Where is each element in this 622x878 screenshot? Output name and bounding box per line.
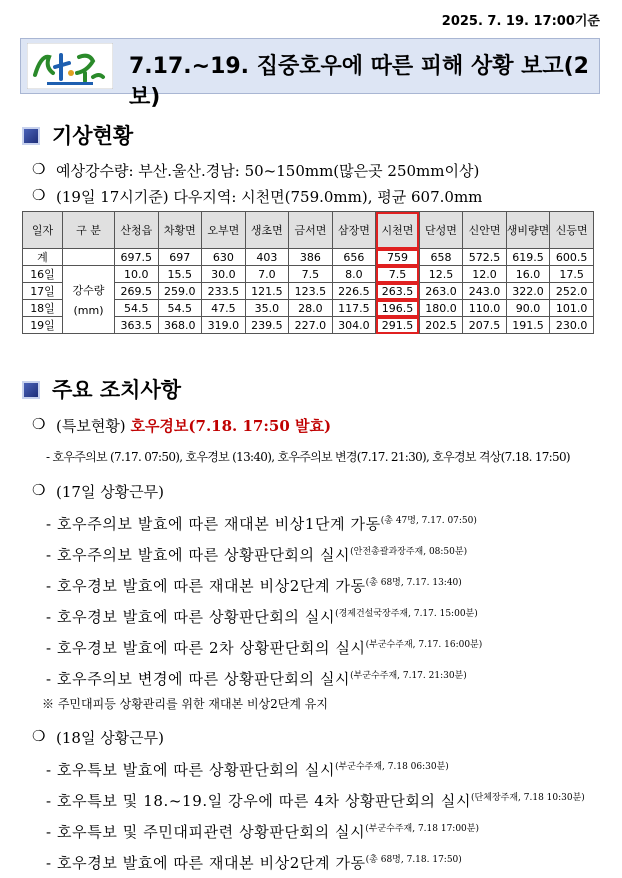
table-cell: 12.5 — [419, 266, 463, 283]
table-cell: 368.0 — [158, 317, 202, 334]
action-item: - 호우주의보 발효에 따른 상황판단회의 실시$^{(안전총괄과장주재, 08:50분)}$ — [46, 546, 468, 564]
action-text: 호우경보 발효에 따른 2차 상황판단회의 실시 — [57, 639, 366, 657]
alert-history-text: 호우주의보 (7.17. 07:50), 호우경보 (13:40), 호우주의보 변경(7.17. 21:30), 호우경보 격상(7.18. 17:50) — [52, 450, 570, 464]
action-detail: (안전총괄과장주재, 08:50분) — [350, 547, 468, 557]
action-item: - 호우특보 발효에 따른 상황판단회의 실시$^{(부군수주재, 7.18 06:30분)}$ — [46, 761, 449, 779]
hollow-circle-icon: ❍ — [32, 160, 46, 178]
table-cell: 17.5 — [550, 266, 594, 283]
table-cell: 259.0 — [158, 283, 202, 300]
table-cell: 572.5 — [463, 249, 507, 266]
note-text: 주민대피등 상황관리를 위한 재대본 비상2단계 유지 — [57, 697, 328, 711]
action-detail: (부군수주재, 7.17. 21:30분) — [350, 671, 467, 681]
table-cell: 226.5 — [332, 283, 376, 300]
table-cell: 630 — [202, 249, 246, 266]
table-cell: 12.0 — [463, 266, 507, 283]
action-detail: (총 47명, 7.17. 07:50) — [380, 516, 477, 526]
max-rain-line: (19일 17시기준) 다우지역: 시천면(759.0mm), 평균 607.0mm — [56, 188, 483, 206]
action-text: 호우특보 및 주민대피관련 상황판단회의 실시 — [57, 823, 366, 841]
alert-status-head: (특보현황) — [56, 417, 126, 435]
action-item: - 호우경보 발효에 따른 재대본 비상2단계 가동$^{(총 68명, 7.17. 13:40)}$ — [46, 577, 462, 595]
table-total-row — [23, 249, 594, 266]
day-cell: 18일 — [23, 300, 63, 317]
action-item: - 호우경보 발효에 따른 2차 상황판단회의 실시$^{(부군수주재, 7.17. 16:00분)}$ — [46, 639, 483, 657]
day-cell: 16일 — [23, 266, 63, 283]
hollow-circle-icon: ❍ — [32, 727, 46, 745]
table-cell: 263.0 — [419, 283, 463, 300]
table-cell: 291.5 — [376, 317, 420, 334]
title-bar — [20, 38, 600, 110]
action-item: - 호우경보 발효에 따른 상황판단회의 실시$^{(경제건설국장주재, 7.17. 15:00분)}$ — [46, 608, 478, 626]
table-cell: 230.0 — [550, 317, 594, 334]
table-cell: 196.5 — [376, 300, 420, 317]
table-cell: 304.0 — [332, 317, 376, 334]
action-detail: (경제건설국장주재, 7.17. 15:00분) — [335, 609, 478, 619]
unit-label: (mm) — [73, 304, 104, 317]
table-cell: 10.0 — [115, 266, 159, 283]
hollow-circle-icon: ❍ — [32, 415, 46, 433]
table-cell: 47.5 — [202, 300, 246, 317]
report-title: 7.17.~19. 집중호우에 따른 피해 상황 보고(2보) — [129, 54, 589, 110]
table-header-cell: 오부면 — [202, 212, 246, 249]
table-cell: 207.5 — [463, 317, 507, 334]
day-cell: 19일 — [23, 317, 63, 334]
section-title: 기상현황 — [52, 124, 134, 148]
action-text: 호우경보 발효에 따른 재대본 비상2단계 가동 — [57, 577, 366, 595]
action-item: - 호우주의보 발효에 따른 재대본 비상1단계 가동$^{(총 47명, 7.17. 07:50)}$ — [46, 515, 477, 533]
table-cell: 15.5 — [158, 266, 202, 283]
table-cell: 90.0 — [506, 300, 550, 317]
action-text: 호우특보 발효에 따른 상황판단회의 실시 — [57, 761, 336, 779]
table-header-cell: 산청읍 — [115, 212, 159, 249]
forecast-line: 예상강수량: 부산.울산.경남: 50~150mm(많은곳 250mm이상) — [56, 162, 480, 180]
section-title: 주요 조치사항 — [52, 378, 182, 402]
action-text: 호우주의보 변경에 따른 상황판단회의 실시 — [57, 670, 351, 688]
table-cell: 658 — [419, 249, 463, 266]
report-date: 2025. 7. 19. 17:00기준 — [441, 14, 600, 29]
table-header-cell: 삼장면 — [332, 212, 376, 249]
table-cell: 123.5 — [289, 283, 333, 300]
table-cell: 239.5 — [245, 317, 289, 334]
county-logo — [27, 43, 113, 89]
action-detail: (부군수주재, 7.17. 16:00분) — [365, 640, 483, 650]
action-text: 호우경보 발효에 따른 재대본 비상2단계 가동 — [57, 854, 366, 872]
table-cell: 191.5 — [506, 317, 550, 334]
table-cell: 7.5 — [376, 266, 420, 283]
action-item: - 호우특보 및 주민대피관련 상황판단회의 실시$^{(부군수주재, 7.18 17:00분)}$ — [46, 823, 479, 841]
alert-history: - 호우주의보 (7.17. 07:50), 호우경보 (13:40), 호우주의보 변경(7.17. 21:30), 호우경보 격상(7.18. 17:50) — [46, 450, 570, 464]
table-cell: 697.5 — [115, 249, 159, 266]
table-cell: 7.0 — [245, 266, 289, 283]
table-cell: 243.0 — [463, 283, 507, 300]
table-cell: 233.5 — [202, 283, 246, 300]
table-cell: 7.5 — [289, 266, 333, 283]
action-text: 호우주의보 발효에 따른 재대본 비상1단계 가동 — [57, 515, 381, 533]
rainfall-table — [22, 211, 594, 334]
table-cell: 16.0 — [506, 266, 550, 283]
action-text: 호우경보 발효에 따른 상황판단회의 실시 — [57, 608, 336, 626]
action-detail: (부군수주재, 7.18 17:00분) — [365, 824, 479, 834]
note-line: ※ 주민대피등 상황관리를 위한 재대본 비상2단계 유지 — [42, 697, 328, 711]
table-cell: 269.5 — [115, 283, 159, 300]
table-header-cell: 일자 — [23, 212, 63, 249]
section-square-icon — [22, 381, 40, 399]
table-cell: 110.0 — [463, 300, 507, 317]
table-cell: 35.0 — [245, 300, 289, 317]
table-header-cell: 생비량면 — [506, 212, 550, 249]
table-cell: 619.5 — [506, 249, 550, 266]
alert-status-current: 호우경보(7.18. 17:50 발효) — [130, 417, 332, 435]
action-detail: (총 68명, 7.18. 17:50) — [365, 855, 462, 865]
table-header-cell: 단성면 — [419, 212, 463, 249]
table-cell: 252.0 — [550, 283, 594, 300]
table-cell: 403 — [245, 249, 289, 266]
table-cell: 697 — [158, 249, 202, 266]
table-cell: 117.5 — [332, 300, 376, 317]
day-cell: 17일 — [23, 283, 63, 300]
action-item: - 호우경보 발효에 따른 재대본 비상2단계 가동$^{(총 68명, 7.18. 17:50)}$ — [46, 854, 462, 872]
alert-status — [56, 415, 331, 436]
table-cell: 180.0 — [419, 300, 463, 317]
total-label: 계 — [23, 249, 63, 266]
table-cell: 322.0 — [506, 283, 550, 300]
section-square-icon — [22, 127, 40, 145]
action-detail: (부군수주재, 7.18 06:30분) — [335, 762, 449, 772]
table-cell: 656 — [332, 249, 376, 266]
table-cell: 8.0 — [332, 266, 376, 283]
hollow-circle-icon: ❍ — [32, 186, 46, 204]
action-item: - 호우주의보 변경에 따른 상황판단회의 실시$^{(부군수주재, 7.17. 21:30분)}$ — [46, 670, 467, 688]
table-cell: 30.0 — [202, 266, 246, 283]
table-header-cell: 신등면 — [550, 212, 594, 249]
action-detail: (총 68명, 7.17. 13:40) — [365, 578, 462, 588]
table-cell: 101.0 — [550, 300, 594, 317]
action-item: - 호우특보 및 18.~19.일 강우에 따른 4차 상황판단회의 실시$^{(단체장주재, 7.18 10:30분)}$ — [46, 792, 585, 810]
group-18-head: (18일 상황근무) — [56, 729, 165, 747]
action-text: 호우특보 및 18.~19.일 강우에 따른 4차 상황판단회의 실시 — [57, 792, 472, 810]
table-header-cell: 신안면 — [463, 212, 507, 249]
table-cell: 202.5 — [419, 317, 463, 334]
table-cell: 386 — [289, 249, 333, 266]
table-header-row — [23, 212, 594, 249]
table-header-cell: 금서면 — [289, 212, 333, 249]
hollow-circle-icon: ❍ — [32, 481, 46, 499]
category-label: 강수량 — [72, 284, 105, 297]
table-cell: 54.5 — [115, 300, 159, 317]
table-row — [23, 266, 594, 283]
table-cell: 227.0 — [289, 317, 333, 334]
table-cell: 363.5 — [115, 317, 159, 334]
category-cell — [63, 266, 115, 334]
table-header-cell: 생초면 — [245, 212, 289, 249]
table-cell: 28.0 — [289, 300, 333, 317]
empty-cell — [63, 249, 115, 266]
table-cell: 759 — [376, 249, 420, 266]
table-header-cell: 시천면 — [376, 212, 420, 249]
table-header-cell: 구 분 — [63, 212, 115, 249]
action-detail: (단체장주재, 7.18 10:30분) — [471, 793, 585, 803]
table-cell: 319.0 — [202, 317, 246, 334]
table-cell: 263.5 — [376, 283, 420, 300]
table-cell: 121.5 — [245, 283, 289, 300]
action-text: 호우주의보 발효에 따른 상황판단회의 실시 — [57, 546, 351, 564]
table-cell: 54.5 — [158, 300, 202, 317]
group-17-head: (17일 상황근무) — [56, 483, 165, 501]
table-cell: 600.5 — [550, 249, 594, 266]
table-header-cell: 차황면 — [158, 212, 202, 249]
